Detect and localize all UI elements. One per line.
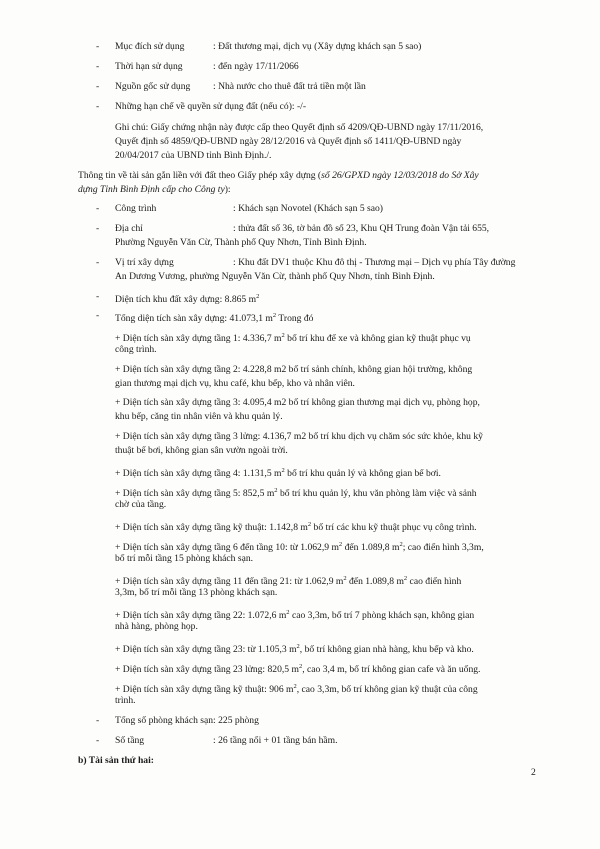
- bullet-dash: -: [96, 715, 100, 726]
- note-line-3: 20/04/2017 của UBND tỉnh Bình Định./.: [115, 150, 272, 161]
- page-number: 2: [531, 767, 536, 778]
- floor-5-line-2: chờ của tầng.: [115, 499, 167, 510]
- total-floor-area: Tổng diện tích sàn xây dựng: 41.073,1 $m^2$ Trong đó: [115, 312, 314, 325]
- floor-23: + Diện tích sàn xây dựng tầng 23: từ 1.105,3 $m^2$, bố trí không gian nhà hàng, khu bếp và kho.: [115, 643, 474, 656]
- floor-2-line-2: gian thương mại dịch vụ, khu café, khu bếp, kho và nhân viên.: [115, 378, 355, 389]
- total-rooms: Tổng số phòng khách sạn: 225 phòng: [115, 715, 259, 726]
- floor-11-21-line-2: 3,3m, bố trí mỗi tầng 13 phòng khách sạn.: [115, 587, 278, 598]
- asset-intro-line-1: Thông tin về tài sản gắn liền với đất theo Giấy phép xây dựng (số 26/GPXD ngày 12/03/2018 do Sở Xây: [78, 170, 479, 181]
- floor-22-line-1: + Diện tích sàn xây dựng tầng 22: 1.072,6 $m^2$ cao 3,3m, bố trí 7 phòng khách sạn, không gian: [115, 609, 475, 622]
- bullet-dash: -: [96, 41, 100, 52]
- bullet-dash: -: [96, 61, 100, 72]
- floor-3m-line-1: + Diện tích sàn xây dựng tầng 3 lửng: 4.136,7 m2 bố trí khu dịch vụ chăm sóc sức khỏe, khu kỹ: [115, 431, 483, 442]
- floor-11-21-line-1: + Diện tích sàn xây dựng tầng 11 đến tầng 21: từ 1.062,9 $m^2$ đến 1.089,8 $m^2$ cao điển hình: [115, 575, 462, 588]
- usage-origin-label: Nguồn gốc sử dụng: [115, 81, 191, 92]
- floor-technical-2-line-1: + Diện tích sàn xây dựng tầng kỹ thuật: 906 $m^2$, cao 3,3m, bố trí không gian kỹ thuật của công: [115, 683, 478, 696]
- usage-restrictions: Những hạn chế về quyền sử dụng đất (nếu có): -/-: [115, 101, 307, 112]
- storeys-value: : 26 tầng nổi + 01 tầng bán hầm.: [213, 735, 338, 746]
- bullet-dash: -: [96, 310, 100, 321]
- floor-2-line-1: + Diện tích sàn xây dựng tầng 2: 4.228,8 m2 bố trí sảnh chính, không gian hội trường, không: [115, 364, 473, 375]
- bullet-dash: -: [96, 81, 100, 92]
- floor-3m-line-2: thuật bể bơi, không gian sân vườn ngoài trời.: [115, 445, 288, 456]
- usage-term-label: Thời hạn sử dụng: [115, 61, 183, 72]
- address-label: Địa chỉ: [115, 223, 143, 234]
- bullet-dash: -: [96, 101, 100, 112]
- storeys-label: Số tầng: [115, 735, 145, 746]
- usage-origin-value: : Nhà nước cho thuê đất trả tiền một lần: [213, 81, 366, 92]
- bullet-dash: -: [96, 257, 100, 268]
- note-line-2: Quyết định số 4859/QĐ-UBND ngày 28/12/2016 và Quyết định số 1411/QĐ-UBND ngày: [115, 136, 462, 147]
- floor-5-line-1: + Diện tích sàn xây dựng tầng 5: 852,5 $m^2$ bố trí khu quản lý, khu văn phòng làm việc và sảnh: [115, 487, 477, 500]
- construction-value: : Khách sạn Novotel (Khách sạn 5 sao): [233, 203, 383, 214]
- usage-purpose-value: : Đất thương mại, dịch vụ (Xây dựng khách sạn 5 sao): [213, 41, 422, 52]
- floor-1-line-1: + Diện tích sàn xây dựng tầng 1: 4.336,7 $m^2$ bố trí khu để xe và không gian kỹ thuật phục vụ: [115, 332, 471, 345]
- floor-23m: + Diện tích sàn xây dựng tầng 23 lửng: 820,5 $m^2$, cao 3,4 m, bố trí không gian cafe và ăn uống.: [115, 663, 481, 676]
- usage-term-value: : đến ngày 17/11/2066: [213, 61, 299, 72]
- note-line-1: Ghi chú: Giấy chứng nhận này được cấp theo Quyết định số 4209/QĐ-UBND ngày 17/11/2016,: [115, 122, 484, 133]
- location-label: Vị trí xây dựng: [115, 257, 174, 268]
- asset-intro-line-2: dựng Tỉnh Bình Định cấp cho Công ty):: [78, 184, 231, 195]
- floor-4: + Diện tích sàn xây dựng tầng 4: 1.131,5 $m^2$ bố trí khu quản lý và không gian bể bơi.: [115, 467, 441, 480]
- location-line-1: : Khu đất DV1 thuộc Khu đô thị - Thương mại – Dịch vụ phía Tây đường: [233, 257, 516, 268]
- address-line-2: Phường Nguyễn Văn Cừ, Thành phố Quy Nhơn, Tỉnh Bình Định.: [115, 237, 367, 248]
- location-line-2: An Dương Vương, phường Nguyễn Văn Cừ, thành phố Quy Nhơn, tỉnh Bình Định.: [115, 271, 435, 282]
- floor-22-line-2: nhà hàng, phòng họp.: [115, 621, 198, 632]
- land-area: Diện tích khu đất xây dựng: 8.865 $m^2$: [115, 293, 260, 306]
- floor-3-line-2: khu bếp, căng tin nhân viên và khu quản lý.: [115, 411, 283, 422]
- second-asset-heading: b) Tài sản thứ hai:: [78, 755, 154, 766]
- floor-3-line-1: + Diện tích sàn xây dựng tầng 3: 4.095,4 m2 bố trí không gian thương mại dịch vụ, phòng họp,: [115, 397, 480, 408]
- address-line-1: : thửa đất số 36, tờ bản đồ số 23, Khu QH Trung đoàn Vận tải 655,: [233, 223, 490, 234]
- floor-6-10-line-2: bố trí mỗi tầng 15 phòng khách sạn.: [115, 553, 254, 564]
- floor-technical-1: + Diện tích sàn xây dựng tầng kỹ thuật: 1.142,8 $m^2$ bố trí các khu kỹ thuật phục vụ công trình.: [115, 521, 477, 534]
- construction-label: Công trình: [115, 203, 157, 214]
- bullet-dash: -: [96, 223, 100, 234]
- bullet-dash: -: [96, 291, 100, 302]
- floor-technical-2-line-2: trình.: [115, 695, 136, 706]
- bullet-dash: -: [96, 203, 100, 214]
- floor-1-line-2: công trình.: [115, 344, 157, 355]
- floor-6-10-line-1: + Diện tích sàn xây dựng tầng 6 đến tầng 10: từ 1.062,9 $m^2$ đến 1.089,8 $m^2$; cao điển hình 3,3m,: [115, 541, 484, 554]
- bullet-dash: -: [96, 735, 100, 746]
- usage-purpose-label: Mục đích sử dụng: [115, 41, 185, 52]
